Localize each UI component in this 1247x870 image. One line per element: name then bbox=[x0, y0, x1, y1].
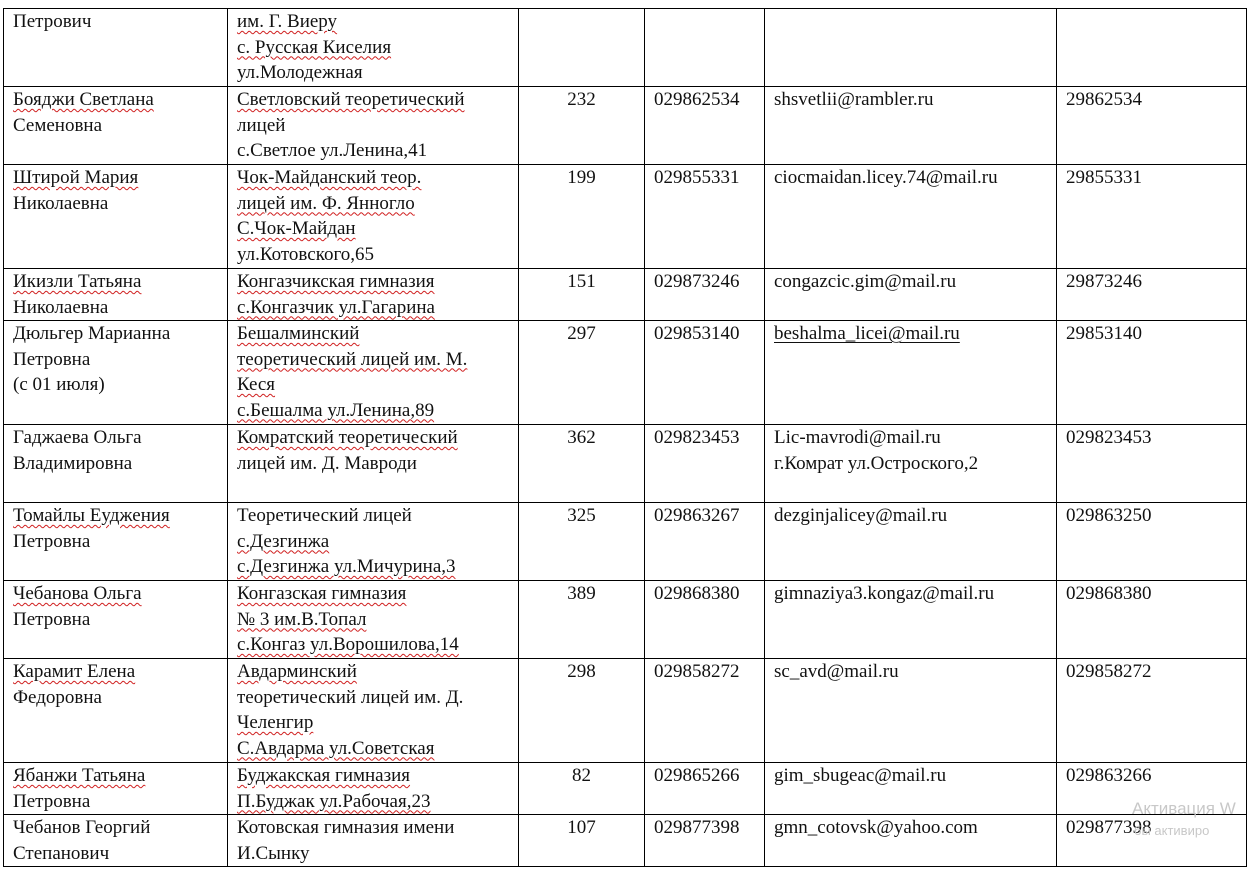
school-cell bbox=[228, 269, 519, 321]
school-line: ул.Молодежная bbox=[237, 62, 363, 83]
school-line: № 3 им.В.Топал bbox=[237, 608, 367, 630]
email-line: dezginjalicey@mail.ru bbox=[774, 505, 948, 526]
phone2-cell: 029863266 bbox=[1057, 763, 1247, 815]
contacts-table bbox=[3, 8, 1247, 867]
student-count-cell: 325 bbox=[519, 503, 645, 581]
director-name-line: Петровна bbox=[13, 790, 91, 812]
school-line: П.Буджак ул.Рабочая,23 bbox=[237, 790, 431, 812]
director-name-line: Икизли Татьяна bbox=[13, 271, 142, 292]
director-name-line: Томайлы Еуджения bbox=[13, 505, 170, 526]
email-line: shsvetlii@rambler.ru bbox=[774, 89, 934, 110]
phone-cell: 029868380 bbox=[645, 581, 765, 659]
student-count-cell: 389 bbox=[519, 581, 645, 659]
email-cell bbox=[765, 9, 1057, 87]
email-cell bbox=[765, 425, 1057, 503]
school-line: с.Светлое ул.Ленина,41 bbox=[237, 140, 428, 161]
director-name-line: Петровна bbox=[13, 348, 91, 370]
table-row bbox=[4, 503, 1247, 581]
table-row bbox=[4, 165, 1247, 269]
email-line: beshalma_licei@mail.ru bbox=[774, 323, 960, 344]
email-line: ciocmaidan.licey.74@mail.ru bbox=[774, 167, 998, 188]
table-row bbox=[4, 425, 1247, 503]
email-cell bbox=[765, 815, 1057, 867]
table-row bbox=[4, 659, 1247, 763]
director-name-cell bbox=[4, 815, 228, 867]
phone-cell: 029855331 bbox=[645, 165, 765, 269]
phone-cell: 029853140 bbox=[645, 321, 765, 425]
director-name-line: (с 01 июля) bbox=[13, 374, 105, 395]
phone2-cell bbox=[1057, 9, 1247, 87]
school-cell bbox=[228, 763, 519, 815]
phone-cell: 029877398 bbox=[645, 815, 765, 867]
phone-cell: 029863267 bbox=[645, 503, 765, 581]
school-cell bbox=[228, 87, 519, 165]
phone-cell bbox=[645, 9, 765, 87]
table-row bbox=[4, 9, 1247, 87]
director-name-cell bbox=[4, 321, 228, 425]
email-cell bbox=[765, 659, 1057, 763]
table-body bbox=[4, 9, 1247, 867]
school-line: Котовская гимназия имени bbox=[237, 817, 455, 838]
email-line: congazcic.gim@mail.ru bbox=[774, 271, 957, 292]
email-cell bbox=[765, 269, 1057, 321]
table-row bbox=[4, 763, 1247, 815]
phone-cell: 029865266 bbox=[645, 763, 765, 815]
watermark-line-1: Активация W bbox=[1132, 799, 1236, 818]
school-line: Кеся bbox=[237, 374, 276, 395]
director-name-cell bbox=[4, 269, 228, 321]
school-cell bbox=[228, 581, 519, 659]
student-count-cell: 232 bbox=[519, 87, 645, 165]
director-name-line: Петрович bbox=[13, 11, 92, 32]
director-name-line: Семеновна bbox=[13, 114, 103, 136]
school-line: Челенгир bbox=[237, 712, 314, 733]
email-line: sc_avd@mail.ru bbox=[774, 661, 899, 682]
school-line: им. Г. Виеру bbox=[237, 11, 338, 32]
director-name-line: Владимировна bbox=[13, 452, 133, 474]
email-cell bbox=[765, 165, 1057, 269]
director-name-line: Штирой Мария bbox=[13, 167, 139, 188]
student-count-cell: 107 bbox=[519, 815, 645, 867]
activation-watermark bbox=[1132, 798, 1236, 842]
phone-cell: 029862534 bbox=[645, 87, 765, 165]
school-line: Теоретический лицей bbox=[237, 505, 412, 526]
school-cell bbox=[228, 659, 519, 763]
phone2-cell: 029868380 bbox=[1057, 581, 1247, 659]
phone2-cell: 029877398 bbox=[1057, 815, 1247, 867]
email-cell bbox=[765, 321, 1057, 425]
school-cell bbox=[228, 165, 519, 269]
school-cell bbox=[228, 503, 519, 581]
school-line: с.Конгаз ул.Ворошилова,14 bbox=[237, 634, 459, 655]
school-line: С.Авдарма ул.Советская bbox=[237, 737, 435, 759]
email-cell bbox=[765, 581, 1057, 659]
student-count-cell bbox=[519, 9, 645, 87]
school-line: с. Русская Киселия bbox=[237, 36, 392, 58]
school-line: с.Дезгинжа ул.Мичурина,3 bbox=[237, 556, 456, 577]
student-count-cell: 199 bbox=[519, 165, 645, 269]
phone2-cell: 29862534 bbox=[1057, 87, 1247, 165]
table-row bbox=[4, 581, 1247, 659]
director-name-line: Бояджи Светлана bbox=[13, 89, 154, 110]
director-name-line: Ябанжи Татьяна bbox=[13, 765, 146, 786]
director-name-cell bbox=[4, 9, 228, 87]
phone2-cell: 29853140 bbox=[1057, 321, 1247, 425]
director-name-line: Петровна bbox=[13, 608, 91, 630]
student-count-cell: 297 bbox=[519, 321, 645, 425]
school-line: Авдарминский bbox=[237, 661, 357, 682]
school-line: ул.Котовского,65 bbox=[237, 243, 375, 265]
phone2-cell: 029858272 bbox=[1057, 659, 1247, 763]
watermark-line-2: бы активиро bbox=[1134, 823, 1210, 838]
school-line: Чок-Майданский теор. bbox=[237, 167, 422, 188]
school-line: Конгазчикская гимназия bbox=[237, 271, 435, 292]
phone2-cell: 029863250 bbox=[1057, 503, 1247, 581]
director-name-line: Карамит Елена bbox=[13, 661, 136, 682]
phone2-cell: 29873246 bbox=[1057, 269, 1247, 321]
school-line: Комратский теоретический bbox=[237, 427, 458, 448]
email-line: г.Комрат ул.Остроского,2 bbox=[774, 452, 979, 474]
director-name-cell bbox=[4, 763, 228, 815]
school-line: с.Дезгинжа bbox=[237, 530, 330, 552]
student-count-cell: 298 bbox=[519, 659, 645, 763]
school-line: с.Бешалма ул.Ленина,89 bbox=[237, 399, 435, 421]
school-cell bbox=[228, 9, 519, 87]
table-row bbox=[4, 321, 1247, 425]
director-name-cell bbox=[4, 425, 228, 503]
email-cell bbox=[765, 87, 1057, 165]
school-line: Бешалминский bbox=[237, 323, 360, 344]
school-cell bbox=[228, 425, 519, 503]
email-cell bbox=[765, 503, 1057, 581]
director-name-line: Дюльгер Марианна bbox=[13, 323, 171, 344]
director-name-line: Гаджаева Ольга bbox=[13, 427, 142, 448]
director-name-line: Чебанова Ольга bbox=[13, 583, 142, 604]
school-line: теоретический лицей им. М. bbox=[237, 348, 468, 370]
director-name-cell bbox=[4, 659, 228, 763]
director-name-line: Федоровна bbox=[13, 686, 102, 708]
student-count-cell: 362 bbox=[519, 425, 645, 503]
director-name-cell bbox=[4, 503, 228, 581]
student-count-cell: 151 bbox=[519, 269, 645, 321]
director-name-cell bbox=[4, 87, 228, 165]
school-line: с.Конгазчик ул.Гагарина bbox=[237, 296, 435, 318]
school-line: Конгазская гимназия bbox=[237, 583, 407, 604]
school-line: теоретический лицей им. Д. bbox=[237, 686, 464, 708]
school-line: лицей bbox=[237, 114, 286, 136]
director-name-line: Николаевна bbox=[13, 296, 109, 318]
table-row bbox=[4, 269, 1247, 321]
director-name-cell bbox=[4, 165, 228, 269]
director-name-cell bbox=[4, 581, 228, 659]
email-line: gimnaziya3.kongaz@mail.ru bbox=[774, 583, 995, 604]
school-line: лицей им. Д. Мавроди bbox=[237, 452, 417, 474]
email-line: Lic-mavrodi@mail.ru bbox=[774, 427, 941, 448]
school-cell bbox=[228, 321, 519, 425]
table-row bbox=[4, 87, 1247, 165]
school-line: лицей им. Ф. Янногло bbox=[237, 192, 415, 214]
director-name-line: Николаевна bbox=[13, 192, 109, 214]
school-line: И.Сынку bbox=[237, 842, 310, 864]
table-row bbox=[4, 815, 1247, 867]
director-name-line: Петровна bbox=[13, 530, 91, 552]
director-name-line: Степанович bbox=[13, 842, 110, 864]
school-line: Буджакская гимназия bbox=[237, 765, 411, 786]
email-line: gim_sbugeac@mail.ru bbox=[774, 765, 947, 786]
email-line: gmn_cotovsk@yahoo.com bbox=[774, 817, 978, 838]
email-cell bbox=[765, 763, 1057, 815]
phone-cell: 029873246 bbox=[645, 269, 765, 321]
director-name-line: Чебанов Георгий bbox=[13, 817, 151, 838]
student-count-cell: 82 bbox=[519, 763, 645, 815]
school-line: Светловский теоретический bbox=[237, 89, 465, 110]
school-line: С.Чок-Майдан bbox=[237, 218, 356, 239]
phone2-cell: 029823453 bbox=[1057, 425, 1247, 503]
school-cell bbox=[228, 815, 519, 867]
phone-cell: 029823453 bbox=[645, 425, 765, 503]
phone2-cell: 29855331 bbox=[1057, 165, 1247, 269]
phone-cell: 029858272 bbox=[645, 659, 765, 763]
